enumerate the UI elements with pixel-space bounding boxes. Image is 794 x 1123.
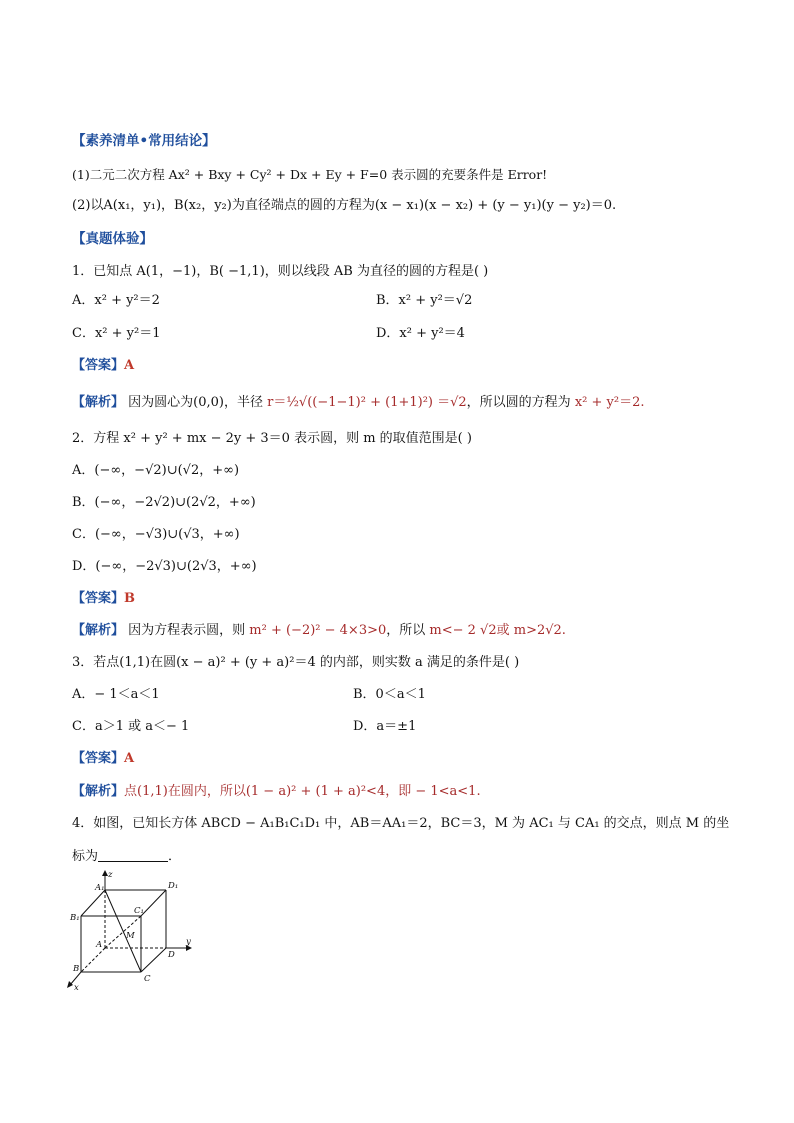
answer-value: A [124, 751, 135, 766]
label-x: x [74, 983, 79, 993]
question-2-option-c: C．(−∞，−√3)∪(√3，+∞) [72, 527, 240, 542]
analysis-formula-2: m<− 2 √2或 m>2√2. [429, 623, 566, 638]
question-1-option-d: D．x² + y²＝4 [376, 326, 465, 341]
analysis-text-2: ，所以 [386, 623, 430, 638]
edge-a-b-hidden [81, 948, 105, 972]
question-1-option-c: C．x² + y²＝1 [72, 326, 161, 341]
section-heading-conclusions: 【素养清单•常用结论】 [72, 133, 216, 149]
question-4-stem-text: 标为 [72, 849, 99, 864]
label-d: D [168, 950, 175, 960]
analysis-tag: 【解析】 [72, 623, 125, 638]
question-2-option-b: B．(−∞，−2√2)∪(2√2，+∞) [72, 495, 256, 510]
question-1-answer [72, 357, 134, 375]
answer-tag: 【答案】 [72, 591, 125, 606]
answer-tag: 【答案】 [72, 358, 125, 373]
answer-value: B [124, 591, 136, 606]
question-3-option-b: B．0＜a＜1 [353, 687, 426, 702]
answer-value: A [124, 358, 135, 373]
label-c1: C₁ [134, 906, 144, 916]
analysis-formula-2: x² + y²＝2. [574, 395, 645, 410]
answer-tag: 【答案】 [72, 751, 125, 766]
label-m: M [126, 931, 135, 941]
edge-a1-b1 [81, 890, 105, 916]
question-3-option-d: D．a＝±1 [353, 719, 417, 734]
label-c: C [144, 974, 151, 984]
analysis-text: 因为方程表示圆，则 [124, 623, 250, 638]
analysis-text-2: ，所以圆的方程为 [466, 395, 575, 410]
question-3-analysis [72, 783, 481, 801]
label-d1: D₁ [168, 881, 179, 891]
question-2-option-d: D．(−∞，−2√3)∪(2√3，+∞) [72, 559, 257, 574]
question-4-stem-line-2 [72, 847, 181, 866]
question-1-stem: 1．已知点 A(1，−1)，B( −1,1)，则以线段 AB 为直径的圆的方程是( ) [72, 264, 489, 279]
question-3-stem: 3．若点(1,1)在圆(x − a)² + (y + a)²＝4 的内部，则实数 a 满足的条件是( ) [72, 655, 520, 670]
question-2-analysis [72, 622, 566, 640]
question-1-option-b: B．x² + y²＝√2 [376, 293, 473, 308]
analysis-text: 因为圆心为(0,0)，半径 [124, 395, 268, 410]
answer-blank[interactable] [98, 847, 168, 862]
label-y: y [186, 937, 191, 947]
label-a: A [96, 940, 103, 950]
section-heading-practice: 【真题体验】 [72, 231, 153, 247]
edge-d1-c1 [141, 890, 166, 916]
question-2-option-a: A．(−∞，−√2)∪(√2，+∞) [72, 463, 240, 478]
diagonal-a1-c [105, 890, 141, 972]
label-a1: A₁ [95, 883, 105, 893]
label-b1: B₁ [70, 913, 80, 923]
question-1-analysis [72, 394, 644, 412]
analysis-tag: 【解析】 [72, 784, 125, 799]
analysis-formula: r＝½√((−1−1)² + (1+1)²) ＝√2 [267, 395, 467, 410]
cuboid-figure [60, 868, 200, 993]
question-3-option-a: A．− 1＜a＜1 [72, 687, 160, 702]
question-4-stem-end: ． [168, 849, 182, 864]
analysis-tag: 【解析】 [72, 395, 125, 410]
label-b: B [73, 964, 80, 974]
question-4-stem-line-1: 4．如图，已知长方体 ABCD − A₁B₁C₁D₁ 中，AB＝AA₁＝2，BC＝3，M 为 AC₁ 与 CA₁ 的交点，则点 M 的坐 [72, 816, 730, 831]
question-3-option-c: C．a＞1 或 a＜− 1 [72, 719, 190, 734]
analysis-formula: m² + (−2)² − 4×3>0 [249, 623, 387, 638]
conclusion-item-2: (2)以A(x₁，y₁)，B(x₂，y₂)为直径端点的圆的方程为(x − x₁)(x − x₂) + (y − y₁)(y − y₂)＝0. [72, 198, 617, 213]
question-2-answer [72, 590, 135, 608]
question-3-answer [72, 750, 134, 768]
question-2-stem: 2．方程 x² + y² + mx − 2y + 3＝0 表示圆，则 m 的取值范围是( ) [72, 431, 472, 446]
edge-d-c [141, 948, 166, 972]
question-1-option-a: A．x² + y²＝2 [72, 293, 160, 308]
conclusion-item-1: (1)二元二次方程 Ax² + Bxy + Cy² + Dx + Ey + F=0 表示圆的充要条件是 Error! [72, 167, 548, 182]
analysis-text: 点(1,1)在圆内，所以(1 − a)² + (1 + a)²<4，即 − 1<a<1. [124, 784, 481, 799]
label-z: z [108, 870, 113, 880]
